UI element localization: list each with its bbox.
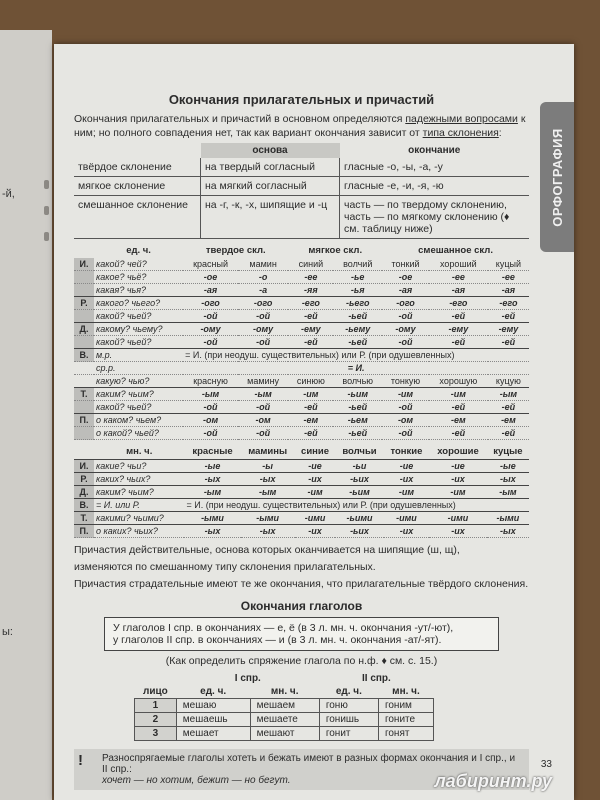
- case-label: Р.: [74, 297, 94, 310]
- ending-cell: -ой: [183, 401, 238, 414]
- irregular-verbs-note: ! Разноспрягаемые глаголы хотеть и бежать имеют в разных формах окончания и I спр., и II спр.: хочет — но хотим, бежит — но бегут.: [74, 749, 529, 790]
- case-label: Д.: [74, 486, 94, 499]
- ending-cell: -ые: [184, 460, 240, 473]
- ending-cell: -ей: [488, 401, 529, 414]
- ending-cell: -ему: [488, 323, 529, 336]
- case-question: каких? чьих?: [94, 473, 184, 486]
- ending-cell: -ой: [238, 310, 288, 323]
- ending-cell: -ая: [488, 284, 529, 297]
- case-label: В.: [74, 349, 94, 362]
- prev-page-fragment: ы:: [2, 626, 13, 638]
- binding-ring: [44, 180, 49, 189]
- ending-cell: -ом: [238, 414, 288, 427]
- ending-cell: -ей: [429, 310, 488, 323]
- ending-cell: -ьими: [335, 512, 383, 525]
- table-row: [74, 473, 529, 486]
- ending-cell: -ему: [288, 323, 333, 336]
- case-label: [74, 401, 94, 414]
- ending-cell: -ыми: [241, 512, 295, 525]
- ending-cell: -ей: [488, 427, 529, 440]
- ending-cell: -их: [429, 525, 487, 538]
- table-row: [74, 258, 529, 271]
- empty-cell: [74, 362, 94, 375]
- ending-cell: -ого: [238, 297, 288, 310]
- ending-cell: -яя: [288, 284, 333, 297]
- ending-cell: -его: [429, 297, 488, 310]
- accusative-neuter: = И.: [183, 362, 529, 375]
- case-question: о каком? чьем?: [94, 414, 183, 427]
- ending-cell: -ие: [384, 460, 430, 473]
- ending-cell: -ьей: [333, 310, 382, 323]
- table-row: 2 мешаешь мешаете гонишь гоните: [135, 712, 434, 726]
- table-row: [74, 486, 529, 499]
- case-label: И.: [74, 258, 94, 271]
- ending-cell: -его: [288, 297, 333, 310]
- case-question: какую? чью?: [94, 375, 183, 388]
- case-question: каким? чьим?: [94, 486, 184, 499]
- ending-cell: -ей: [288, 336, 333, 349]
- case-question: какие? чьи?: [94, 460, 184, 473]
- ending-cell: -ых: [487, 525, 529, 538]
- table-row: [74, 460, 529, 473]
- table-row: [74, 336, 529, 349]
- ending-cell: -ы: [241, 460, 295, 473]
- page-content: [74, 44, 529, 790]
- case-question: какой? чей?: [94, 258, 183, 271]
- ending-cell: -ей: [488, 336, 529, 349]
- participles-text-2: изменяются по смешанному типу склонения прилагательных.: [74, 560, 376, 573]
- case-question: о какой? чьей?: [94, 427, 183, 440]
- case-label: Т.: [74, 388, 94, 401]
- ending-cell: -ее: [488, 271, 529, 284]
- ending-cell: -а: [238, 284, 288, 297]
- example-word: волчью: [333, 375, 382, 388]
- table-row: [74, 323, 529, 336]
- adjectives-title: Окончания прилагательных и причастий: [168, 92, 435, 107]
- ending-cell: -ем: [429, 414, 488, 427]
- ending-cell: -ой: [183, 336, 238, 349]
- verb-endings-table: I спр. II спр. лицо ед. ч. мн. ч. ед. ч. мн. ч. 1 мешаю мешаем гоню гоним 2 мешаешь мешаете гонишь гоните 3 мешает мешают гонит гонят: [134, 672, 434, 741]
- ending-cell: -их: [295, 473, 335, 486]
- example-word: мамин: [238, 258, 288, 271]
- ending-cell: -ой: [238, 336, 288, 349]
- example-word: куцый: [488, 258, 529, 271]
- example-word: волчий: [333, 258, 382, 271]
- case-label: Д.: [74, 323, 94, 336]
- case-label: [74, 284, 94, 297]
- example-word: синюю: [288, 375, 333, 388]
- table-row: [74, 414, 529, 427]
- ending-cell: -ого: [183, 297, 238, 310]
- empty-cell: [74, 375, 94, 388]
- table-row: 1 мешаю мешаем гоню гоним: [135, 698, 434, 712]
- ending-cell: -ее: [288, 271, 333, 284]
- ending-cell: -ом: [183, 414, 238, 427]
- ending-cell: -ым: [487, 486, 529, 499]
- ending-cell: -ем: [288, 414, 333, 427]
- ending-cell: -ей: [288, 401, 333, 414]
- table-row: [74, 375, 529, 388]
- ending-cell: -ое: [382, 271, 429, 284]
- table-row: [74, 525, 529, 538]
- case-question: какими? чьими?: [94, 512, 184, 525]
- case-label: [74, 271, 94, 284]
- verb-rule-box: У глаголов I спр. в окончаниях — е, ё (в 3 л. мн. ч. окончания -ут/-ют), у глаголов II спр. в окончаниях — и (в 3 л. мн. ч. окончания -ат/-ят).: [104, 617, 499, 651]
- case-label: [74, 310, 94, 323]
- ending-cell: -ими: [429, 512, 487, 525]
- case-label: И.: [74, 460, 94, 473]
- example-word: тонкую: [382, 375, 429, 388]
- table-row: смешанное склонение на -г, -к, -х, шипящие и -ц часть — по твердому склонению, часть — по мягкому склонению (♦ см. таблицу ниже): [74, 196, 529, 239]
- ending-cell: -ому: [238, 323, 288, 336]
- ending-cell: -ых: [487, 473, 529, 486]
- table-row: [74, 512, 529, 525]
- ending-cell: -ое: [183, 271, 238, 284]
- ending-cell: -ые: [487, 460, 529, 473]
- ending-cell: -ему: [429, 323, 488, 336]
- prev-page-fragment: -й,: [2, 188, 15, 200]
- table-row: [74, 271, 529, 284]
- case-question: какая? чья?: [94, 284, 183, 297]
- ending-cell: -ой: [382, 401, 429, 414]
- conjugation-hint: (Как определить спряжение глагола по н.ф. ♦ см. с. 15.): [165, 655, 438, 668]
- table-row: [74, 362, 529, 375]
- ending-cell: -ьей: [333, 427, 382, 440]
- ending-cell: -ой: [238, 401, 288, 414]
- ending-cell: -ими: [384, 512, 430, 525]
- verbs-title: Окончания глаголов: [240, 599, 363, 614]
- ending-cell: -ая: [429, 284, 488, 297]
- book-page: [54, 44, 574, 800]
- ending-cell: -ья: [333, 284, 382, 297]
- ending-cell: -ым: [183, 388, 238, 401]
- ending-cell: -им: [384, 486, 430, 499]
- ending-cell: -ая: [183, 284, 238, 297]
- ending-cell: -ьим: [333, 388, 382, 401]
- gender-label: м.р.: [94, 349, 183, 362]
- ending-cell: -ых: [241, 525, 295, 538]
- ending-cell: -ье: [333, 271, 382, 284]
- ending-cell: -ом: [382, 414, 429, 427]
- ending-cell: -ому: [382, 323, 429, 336]
- case-label: Р.: [74, 473, 94, 486]
- case-question: о каких? чьих?: [94, 525, 184, 538]
- ending-cell: -ых: [241, 473, 295, 486]
- section-tab: ОРФОГРАФИЯ: [540, 102, 574, 252]
- table-row: [74, 310, 529, 323]
- ending-cell: -ей: [429, 336, 488, 349]
- table-row: [74, 297, 529, 310]
- participles-text-3: Причастия страдательные имеют те же окончания, что прилагательные твёрдого склонения.: [74, 577, 529, 590]
- participles-text-1: Причастия действительные, основа которых оканчивается на шипящие (ш, щ),: [74, 544, 460, 557]
- ending-cell: -ьей: [333, 401, 382, 414]
- case-label: [74, 427, 94, 440]
- case-question: какому? чьему?: [94, 323, 183, 336]
- ending-cell: -ой: [183, 427, 238, 440]
- case-label: [74, 336, 94, 349]
- ending-cell: -ими: [295, 512, 335, 525]
- ending-cell: -ыми: [184, 512, 240, 525]
- ending-cell: -ьего: [333, 297, 382, 310]
- ending-cell: -ого: [382, 297, 429, 310]
- table-row: [74, 499, 529, 512]
- table-row: [74, 349, 529, 362]
- ending-cell: -ьим: [335, 486, 383, 499]
- intro-paragraph: Окончания прилагательных и причастий в основном определяются падежными вопросами к ним; но полного совпадения нет, так как вариант окончания зависит от типа склонения:: [74, 113, 526, 139]
- case-label: П.: [74, 414, 94, 427]
- ending-cell: -ьи: [335, 460, 383, 473]
- ending-cell: -о: [238, 271, 288, 284]
- previous-page-edge: [0, 30, 52, 800]
- ending-cell: -ьих: [335, 473, 383, 486]
- example-word: хорошую: [429, 375, 488, 388]
- table-row: мягкое склонение на мягкий согласный гласные -е, -и, -я, -ю: [74, 177, 529, 196]
- example-word: синий: [288, 258, 333, 271]
- ending-cell: -им: [382, 388, 429, 401]
- table-row: 3 мешает мешают гонит гонят: [135, 726, 434, 740]
- ending-cell: -ей: [488, 310, 529, 323]
- accusative-note: = И. (при неодуш. существительных) или Р. (при одушевленных): [184, 499, 529, 512]
- ending-cell: -им: [429, 486, 487, 499]
- ending-cell: -ей: [429, 427, 488, 440]
- example-word: хороший: [429, 258, 488, 271]
- ending-cell: -ая: [382, 284, 429, 297]
- plural-endings-table: мн. ч. красные мамины синие волчьи тонкие хорошие куцые И. какие? чьи? -ые -ы -ие -ьи -ие -ие -ые Р. каких? чьих? -ых -ых -их -ьих -их -их -ых Д. каким? чьим? -ым -ым -им -ьим -им -им -ым В. = И. или Р. = И. (при неодуш. существительных) или Р. (при одушевленных) Т. какими? чьими? -ыми -ыми -ими -ьими -ими -ими -ыми П. о каких? чьих? -ых -ых -их -ьих -их -их -ых: [74, 444, 529, 538]
- ending-cell: -ой: [382, 310, 429, 323]
- example-word: красный: [183, 258, 238, 271]
- table-row: [74, 388, 529, 401]
- ending-cell: -ых: [184, 525, 240, 538]
- ending-cell: -ьей: [333, 336, 382, 349]
- table-row: [74, 401, 529, 414]
- ending-cell: -ым: [238, 388, 288, 401]
- ending-cell: -им: [288, 388, 333, 401]
- ending-cell: -ьем: [333, 414, 382, 427]
- binding-ring: [44, 232, 49, 241]
- ending-cell: -их: [295, 525, 335, 538]
- example-word: мамину: [238, 375, 288, 388]
- ending-cell: -ем: [488, 414, 529, 427]
- case-label: В.: [74, 499, 94, 512]
- warning-icon: !: [78, 751, 83, 769]
- ending-cell: -ие: [429, 460, 487, 473]
- ending-cell: -ым: [184, 486, 240, 499]
- case-question: какого? чьего?: [94, 297, 183, 310]
- ending-cell: -ыми: [487, 512, 529, 525]
- ending-cell: -ым: [241, 486, 295, 499]
- gender-label: ср.р.: [94, 362, 183, 375]
- example-word: куцую: [488, 375, 529, 388]
- ending-cell: -ей: [288, 310, 333, 323]
- ending-cell: -ьих: [335, 525, 383, 538]
- declension-basis-table: основа окончание твёрдое склонение на твердый согласный гласные -о, -ы, -а, -у мягкое склонение на мягкий согласный гласные -е, -и, -я, -ю смешанное склонение на -г, -к, -х, шипящие и -ц часть — по твердому склонению, часть — по мягкому склонению (♦ см. таблицу ниже): [74, 143, 529, 239]
- case-question: какой? чьей?: [94, 401, 183, 414]
- case-question: какой? чьей?: [94, 336, 183, 349]
- binding-ring: [44, 206, 49, 215]
- labirint-watermark: лабиринт.ру: [434, 771, 552, 791]
- ending-cell: -ей: [429, 401, 488, 414]
- ending-cell: -ой: [183, 310, 238, 323]
- case-question: каким? чьим?: [94, 388, 183, 401]
- ending-cell: -ой: [382, 336, 429, 349]
- ending-cell: -ому: [183, 323, 238, 336]
- table-row: [74, 427, 529, 440]
- ending-cell: -ьему: [333, 323, 382, 336]
- ending-cell: -его: [488, 297, 529, 310]
- page-number: 33: [540, 759, 552, 770]
- singular-endings-table: ед. ч. твердое скл. мягкое скл. смешанное скл. И. какой? чей? красный мамин синий волчий тонкий хороший куцый какое? чьё? -ое -о -ее -ье -ое -ее -ее какая? чья? -ая -а -яя -ья -ая -ая -ая Р. какого? чьего? -ого -ого -его -ьего -ого -его -его какой? чьей? -ой -ой -ей -ьей -ой -ей -ей Д. какому? чьему? -ому -ому -ему -ьему -ому -ему -ему какой? чьей? -ой -ой -ей -ьей -ой -ей -ей В. м.р. = И. (при неодуш. существительных) или Р. (при одушевленных) ср.р. = И. какую? чью? красную мамину синюю волчью тонкую хорошую куцую Т. каким? чьим? -ым -ым -им -ьим -им -им -ым какой? чьей? -ой -ой -ей -ьей -ой -ей -ей П. о каком? чьем? -ом -ом -ем -ьем -ом -ем -ем о какой? чьей? -ой -ой -ей -ьей -ой -ей -ей: [74, 243, 529, 440]
- case-label: П.: [74, 525, 94, 538]
- example-word: тонкий: [382, 258, 429, 271]
- case-question: какой? чьей?: [94, 310, 183, 323]
- ending-cell: -их: [429, 473, 487, 486]
- ending-cell: -ой: [382, 427, 429, 440]
- ending-cell: -ей: [288, 427, 333, 440]
- ending-cell: -ой: [238, 427, 288, 440]
- ending-cell: -их: [384, 473, 430, 486]
- ending-cell: -им: [295, 486, 335, 499]
- ending-cell: -им: [429, 388, 488, 401]
- ending-cell: -их: [384, 525, 430, 538]
- case-question: = И. или Р.: [94, 499, 184, 512]
- case-label: Т.: [74, 512, 94, 525]
- case-question: какое? чьё?: [94, 271, 183, 284]
- example-word: красную: [183, 375, 238, 388]
- accusative-note: = И. (при неодуш. существительных) или Р. (при одушевленных): [183, 349, 529, 362]
- table-row: твёрдое склонение на твердый согласный гласные -о, -ы, -а, -у: [74, 158, 529, 177]
- ending-cell: -ие: [295, 460, 335, 473]
- ending-cell: -ым: [488, 388, 529, 401]
- ending-cell: -ых: [184, 473, 240, 486]
- table-row: [74, 284, 529, 297]
- ending-cell: -ее: [429, 271, 488, 284]
